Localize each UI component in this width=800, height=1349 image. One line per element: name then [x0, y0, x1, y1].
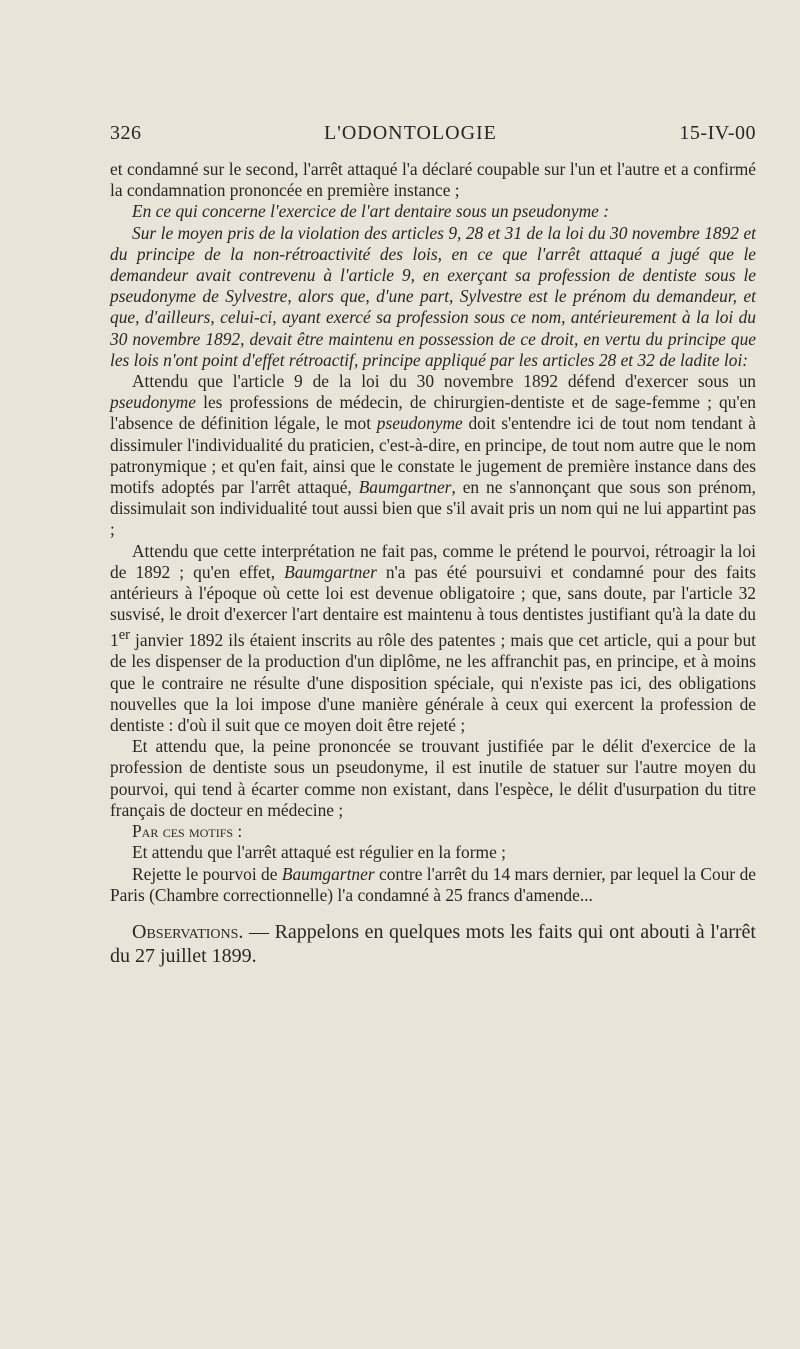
text-run: Attendu que cette interprétation ne fait pas, comme le prétend le pourvoi, rétroagir la loi de 1892 ; qu'en effet, [110, 540, 756, 582]
text-run: les professions de médecin, de chirurgien-dentiste et de sage-femme ; qu'en l'absence de définition légale, le mot [110, 392, 756, 434]
text-run: n'a pas été poursuivi et condamné pour des faits antérieurs à l'époque où cette loi est devenue obligatoire ; que, sans doute, par l'article 32 susvisé, le droit d'exercer l'art dentaire est maintenu à tous dentistes justifiant qu'à la date du 1 [110, 561, 756, 651]
italic-term: pseudonyme [110, 392, 196, 413]
text-run: Rejette le pourvoi de [132, 863, 282, 884]
text-run: Attendu que l'article 9 de la loi du 30 novembre 1892 défend d'exercer sous un [132, 371, 756, 392]
article-body [110, 159, 756, 906]
paragraph-attendu-2 [110, 541, 756, 737]
text-run: contre l'arrêt du 14 mars dernier, par lequel la Cour de Paris (Chambre correctionnelle) l'a condamné à 25 francs d'amende... [110, 863, 756, 905]
italic-term: pseudonyme [376, 413, 463, 434]
paragraph-continuation: et condamné sur le second, l'arrêt attaqué l'a déclaré coupable sur l'un et l'autre et a confirmé la condamnation prononcée en première instance ; [110, 159, 756, 201]
issue-date: 15-IV-00 [679, 122, 756, 144]
journal-title: L'ODONTOLOGIE [324, 122, 497, 144]
running-header [110, 122, 756, 145]
italic-name: Baumgartner [281, 863, 375, 884]
paragraph-attendu-1 [110, 371, 756, 541]
observations-text: — Rappelons en quelques mots les faits qui ont abouti à l'arrêt du 27 juillet 1899. [110, 920, 756, 967]
paragraph-regulier: Et attendu que l'arrêt attaqué est régulier en la forme ; [132, 842, 506, 863]
paragraph-rejette [110, 864, 756, 906]
paragraph-par-ces-motifs: Par ces motifs : [132, 821, 243, 842]
paragraph-heading-pseudonym: En ce qui concerne l'exercice de l'art dentaire sous un pseudonyme : [132, 201, 609, 222]
page-number: 326 [110, 122, 142, 144]
observations-paragraph [110, 920, 756, 968]
observations-label: Observations. [132, 920, 244, 943]
italic-name: Baumgartner [284, 561, 377, 582]
text-run: janvier 1892 ils étaient inscrits au rôle des patentes ; mais que cet article, qui a pour but de les dispenser de la production d'un diplôme, ne les affranchit pas, en principe, et à moins que le contraire ne résulte d'une disposition spéciale, qui n'existe pas ici, des obligations nouvelles que la loi impose d'une manière générale à ceux qui exercent la profession de dentiste : d'où il suit que ce moyen doit être rejeté ; [110, 630, 756, 736]
text-run: , en ne s'annonçant que sous son prénom, dissimulait son individualité tout aussi bien que s'il avait pris un nom qui ne lui appartint pas ; [110, 477, 756, 540]
italic-name: Baumgartner [358, 477, 452, 498]
paragraph-moyen: Sur le moyen pris de la violation des articles 9, 28 et 31 de la loi du 30 novembre 1892 et du principe de la non-rétroactivité des lois, en ce que l'arrêt attaqué a jugé que le demandeur avait contrevenu à l'article 9, en exerçant sa profession de dentiste sous le pseudonyme de Sylvestre, alors que, d'une part, Sylvestre est le prénom du demandeur, et que, d'ailleurs, celui-ci, ayant exercé sa profession sous ce nom, antérieurement à la loi du 30 novembre 1892, devait être maintenu en possession de ce droit, en vertu du principe que les lois n'ont point d'effet rétroactif, principe appliqué par les articles 28 et 32 de ladite loi: [110, 222, 756, 370]
paragraph-attendu-3: Et attendu que, la peine prononcée se trouvant justifiée par le délit d'exercice de la profession de dentiste sous un pseudonyme, il est inutile de statuer sur l'autre moyen du pourvoi, qui tend à écarter comme non existant, dans l'espèce, le délit d'usurpation du titre français de docteur en médecine ; [110, 736, 756, 820]
text-run: doit s'entendre ici de tout nom tendant à dissimuler l'individualité du praticien, c'est-à-dire, en principe, de tout nom autre que le nom patronymique ; et qu'en fait, ainsi que le constate le jugement de première instance dans des motifs adoptés par l'arrêt attaqué, [110, 413, 756, 498]
superscript: er [118, 627, 130, 644]
